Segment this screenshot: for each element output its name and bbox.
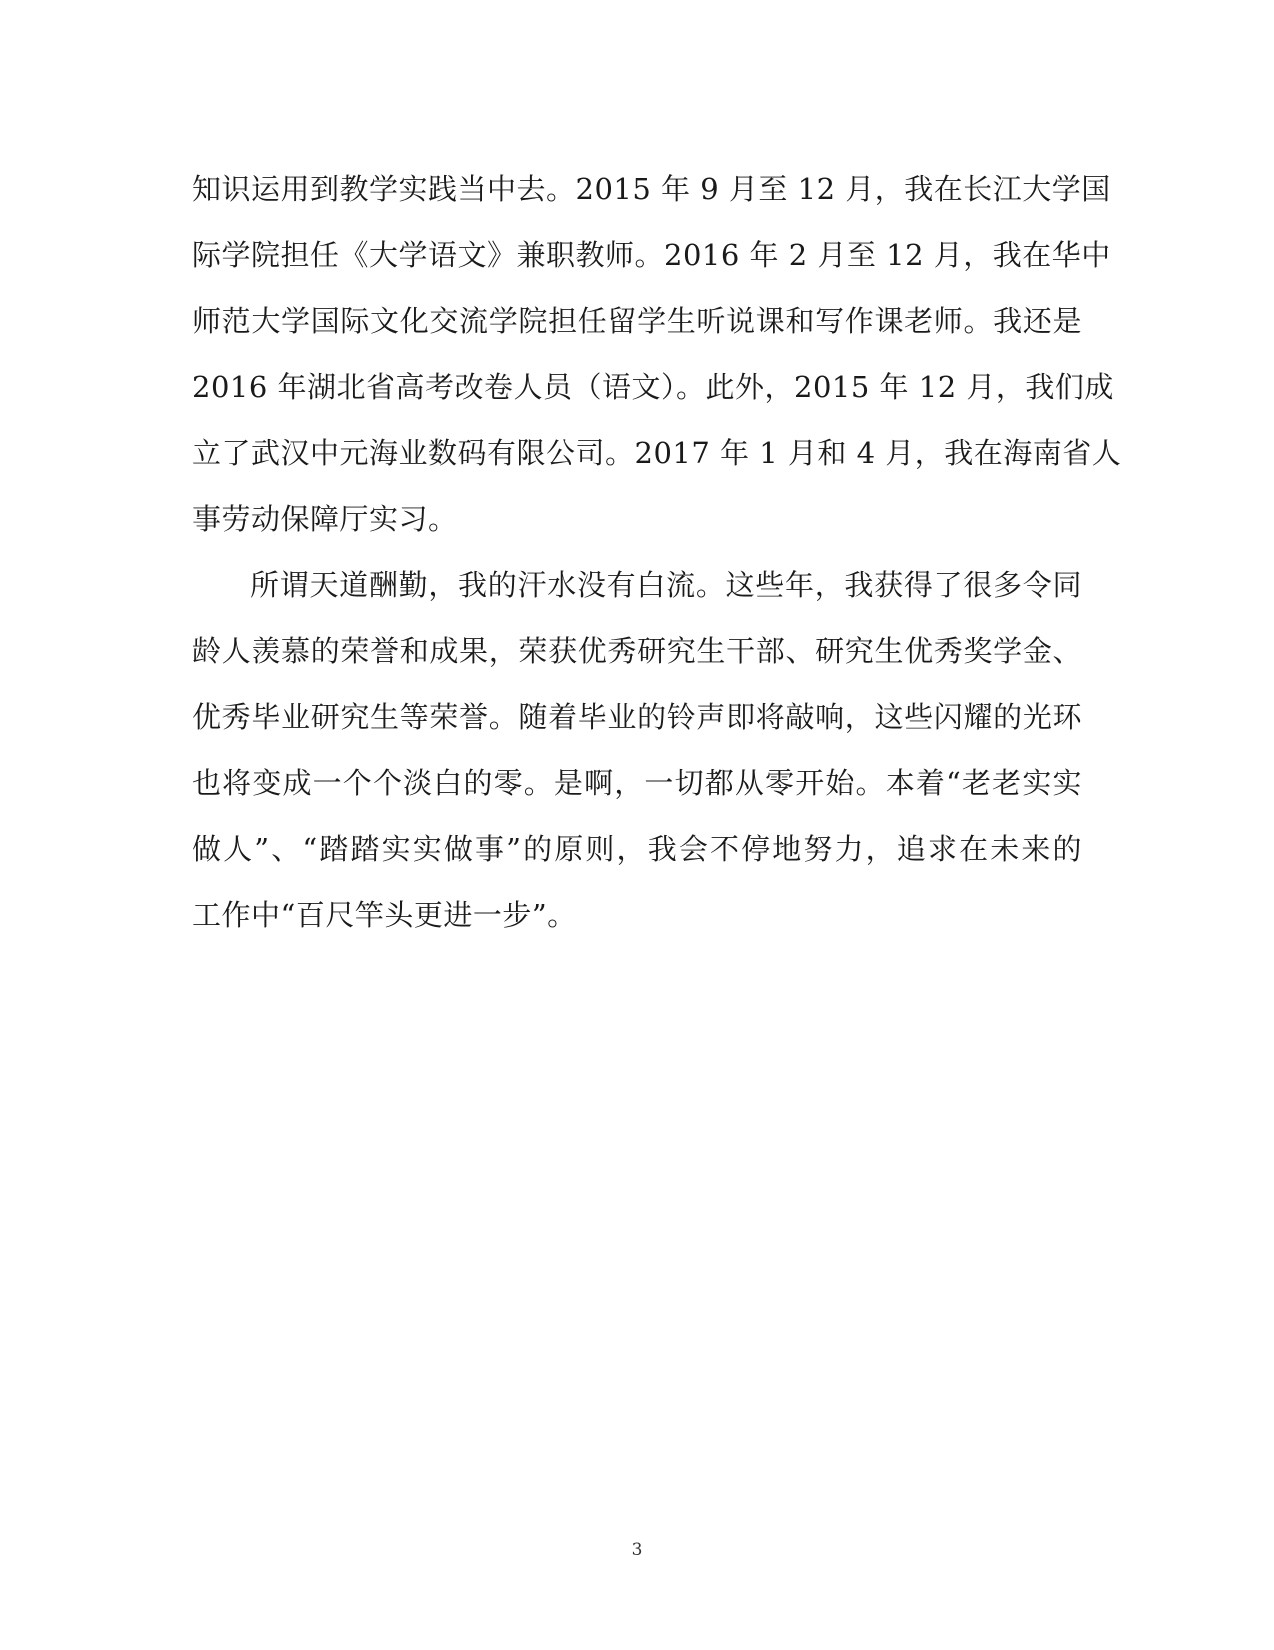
paragraph-1-line-2: 际学院担任《大学语文》兼职教师。2016 年 2 月至 12 月，我在华中 — [192, 238, 1111, 272]
paragraph-1-line-4: 2016 年湖北省高考改卷人员（语文）。此外，2015 年 12 月，我们成 — [192, 370, 1114, 404]
page-number: 3 — [631, 1540, 643, 1560]
paragraph-2-line-1: 所谓天道酬勤，我的汗水没有白流。这些年，我获得了很多令同 — [250, 568, 1082, 602]
paragraph-2-line-2: 龄人羡慕的荣誉和成果，荣获优秀研究生干部、研究生优秀奖学金、 — [192, 634, 1082, 668]
paragraph-2-line-3: 优秀毕业研究生等荣誉。随着毕业的铃声即将敲响，这些闪耀的光环 — [192, 700, 1082, 734]
paragraph-1-line-3: 师范大学国际文化交流学院担任留学生听说课和写作课老师。我还是 — [192, 304, 1082, 338]
paragraph-1-line-6: 事劳动保障厅实习。 — [192, 502, 458, 536]
paragraph-2-line-5: 做人”、“踏踏实实做事”的原则，我会不停地努力，追求在未来的 — [192, 832, 1082, 866]
paragraph-1-line-1: 知识运用到教学实践当中去。2015 年 9 月至 12 月，我在长江大学国 — [192, 172, 1111, 206]
paragraph-2-line-4: 也将变成一个个淡白的零。是啊，一切都从零开始。本着“老老实实 — [192, 766, 1082, 800]
paragraph-1-line-5: 立了武汉中元海业数码有限公司。2017 年 1 月和 4 月，我在海南省人 — [192, 436, 1122, 470]
body-text — [192, 156, 1122, 948]
paragraph-2-line-6: 工作中“百尺竿头更进一步”。 — [192, 898, 577, 932]
